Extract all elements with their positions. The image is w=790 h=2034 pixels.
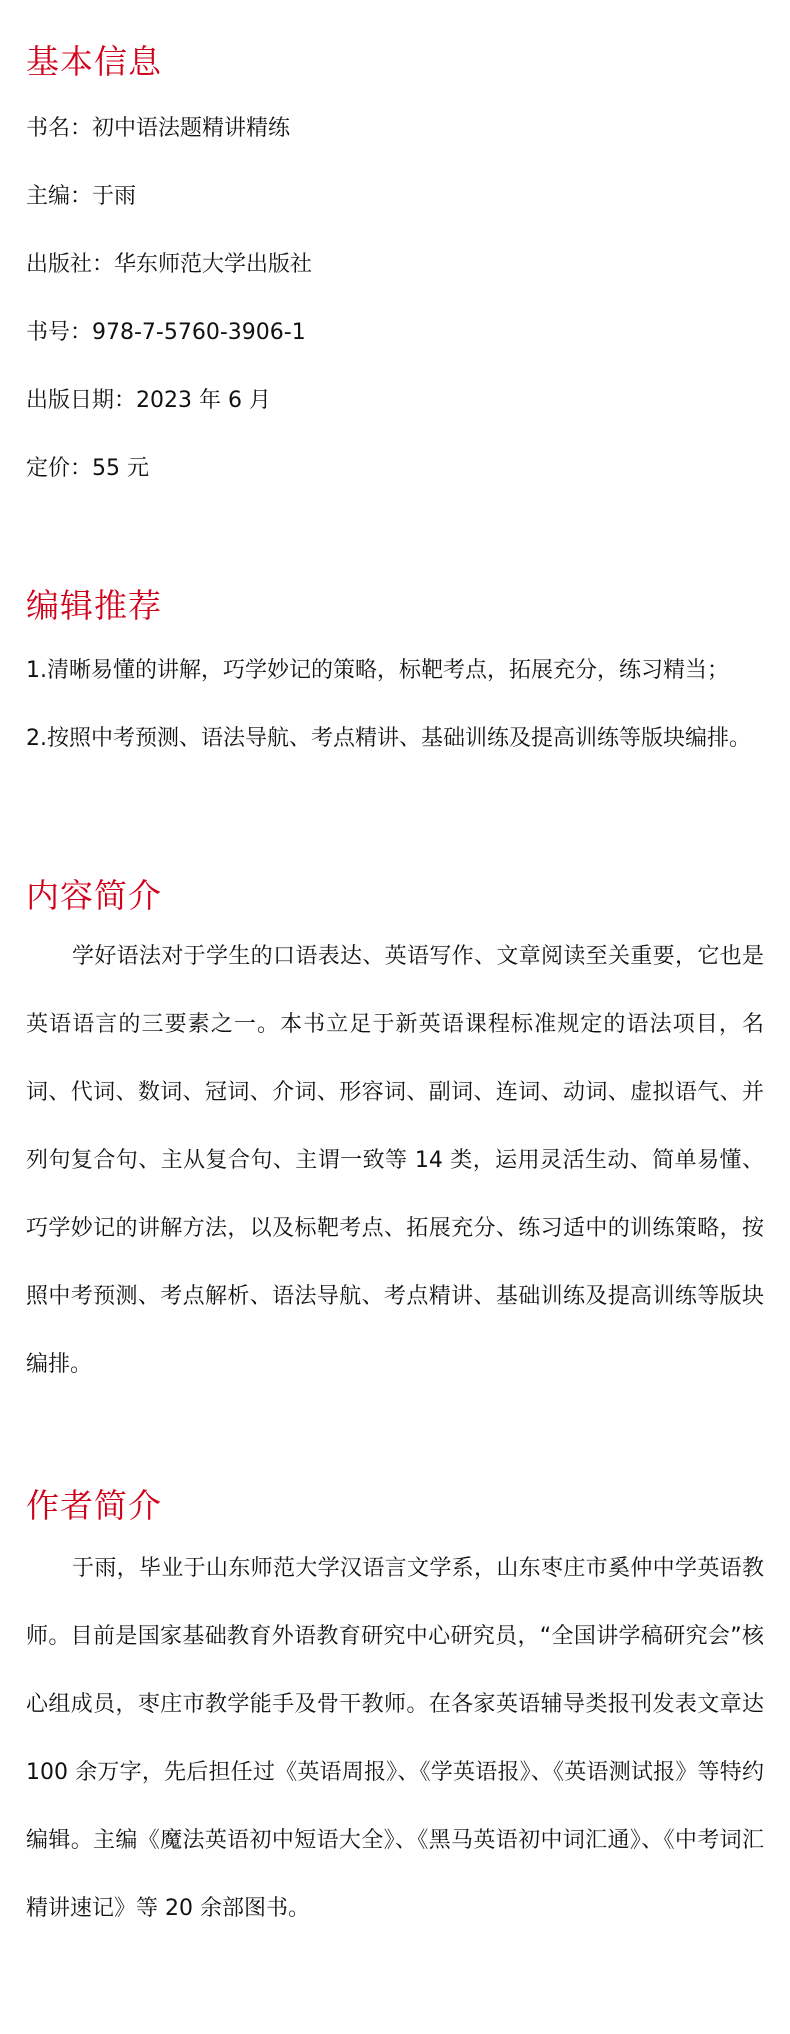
author-intro-section: [26, 1480, 764, 1943]
editor-recommend-section: [26, 580, 764, 773]
basic-info-section: [26, 36, 764, 503]
recommend-item: 2.按照中考预测、语法导航、考点精讲、基础训练及提高训练等版块编排。: [26, 726, 751, 751]
content-summary-heading: 内容简介: [26, 876, 162, 915]
content-summary-section: [26, 870, 764, 1399]
pub-date-line: 出版日期：2023 年 6 月: [26, 388, 271, 413]
summary-paragraph: 学好语法对于学生的口语表达、英语写作、文章阅读至关重要，它也是英语语言的三要素之一。本书立足于新英语课程标准规定的语法项目，名词、代词、数词、冠词、介词、形容词、副词、连词、动词、虚拟语气、并列句复合句、主从复合句、主谓一致等 14 类，运用灵活生动、简单易懂、巧学妙记的讲解方法，以及标靶考点、拓展充分、练习适中的训练策略，按照中考预测、考点解析、语法导航、考点精讲、基础训练及提高训练等版块编排。: [26, 944, 764, 1377]
isbn-line: 书号：978-7-5760-3906-1: [26, 320, 306, 345]
basic-info-heading: 基本信息: [26, 42, 162, 81]
author-intro-heading: 作者简介: [26, 1486, 162, 1525]
author-paragraph: 于雨，毕业于山东师范大学汉语言文学系，山东枣庄市奚仲中学英语教师。目前是国家基础教育外语教育研究中心研究员，“全国讲学稿研究会”核心组成员，枣庄市教学能手及骨干教师。在各家英语辅导类报刊发表文章达 100 余万字，先后担任过《英语周报》、《学英语报》、《英语测试报》等特约编辑。主编《魔法英语初中短语大全》、《黑马英语初中词汇通》、《中考词汇精讲速记》等 20 余部图书。: [26, 1556, 764, 1921]
publisher-line: 出版社：华东师范大学出版社: [26, 252, 313, 277]
editor-recommend-content: [26, 637, 764, 773]
book-name-line: 书名：初中语法题精讲精练: [26, 116, 291, 141]
content-summary-content: [26, 923, 764, 1399]
editor-line: 主编：于雨: [26, 184, 137, 209]
price-line: 定价：55 元: [26, 456, 149, 481]
basic-info-list: [26, 95, 764, 503]
recommend-item: 1.清晰易懂的讲解，巧学妙记的策略，标靶考点，拓展充分，练习精当；: [26, 658, 729, 683]
author-intro-content: [26, 1535, 764, 1943]
editor-recommend-heading: 编辑推荐: [26, 586, 162, 625]
